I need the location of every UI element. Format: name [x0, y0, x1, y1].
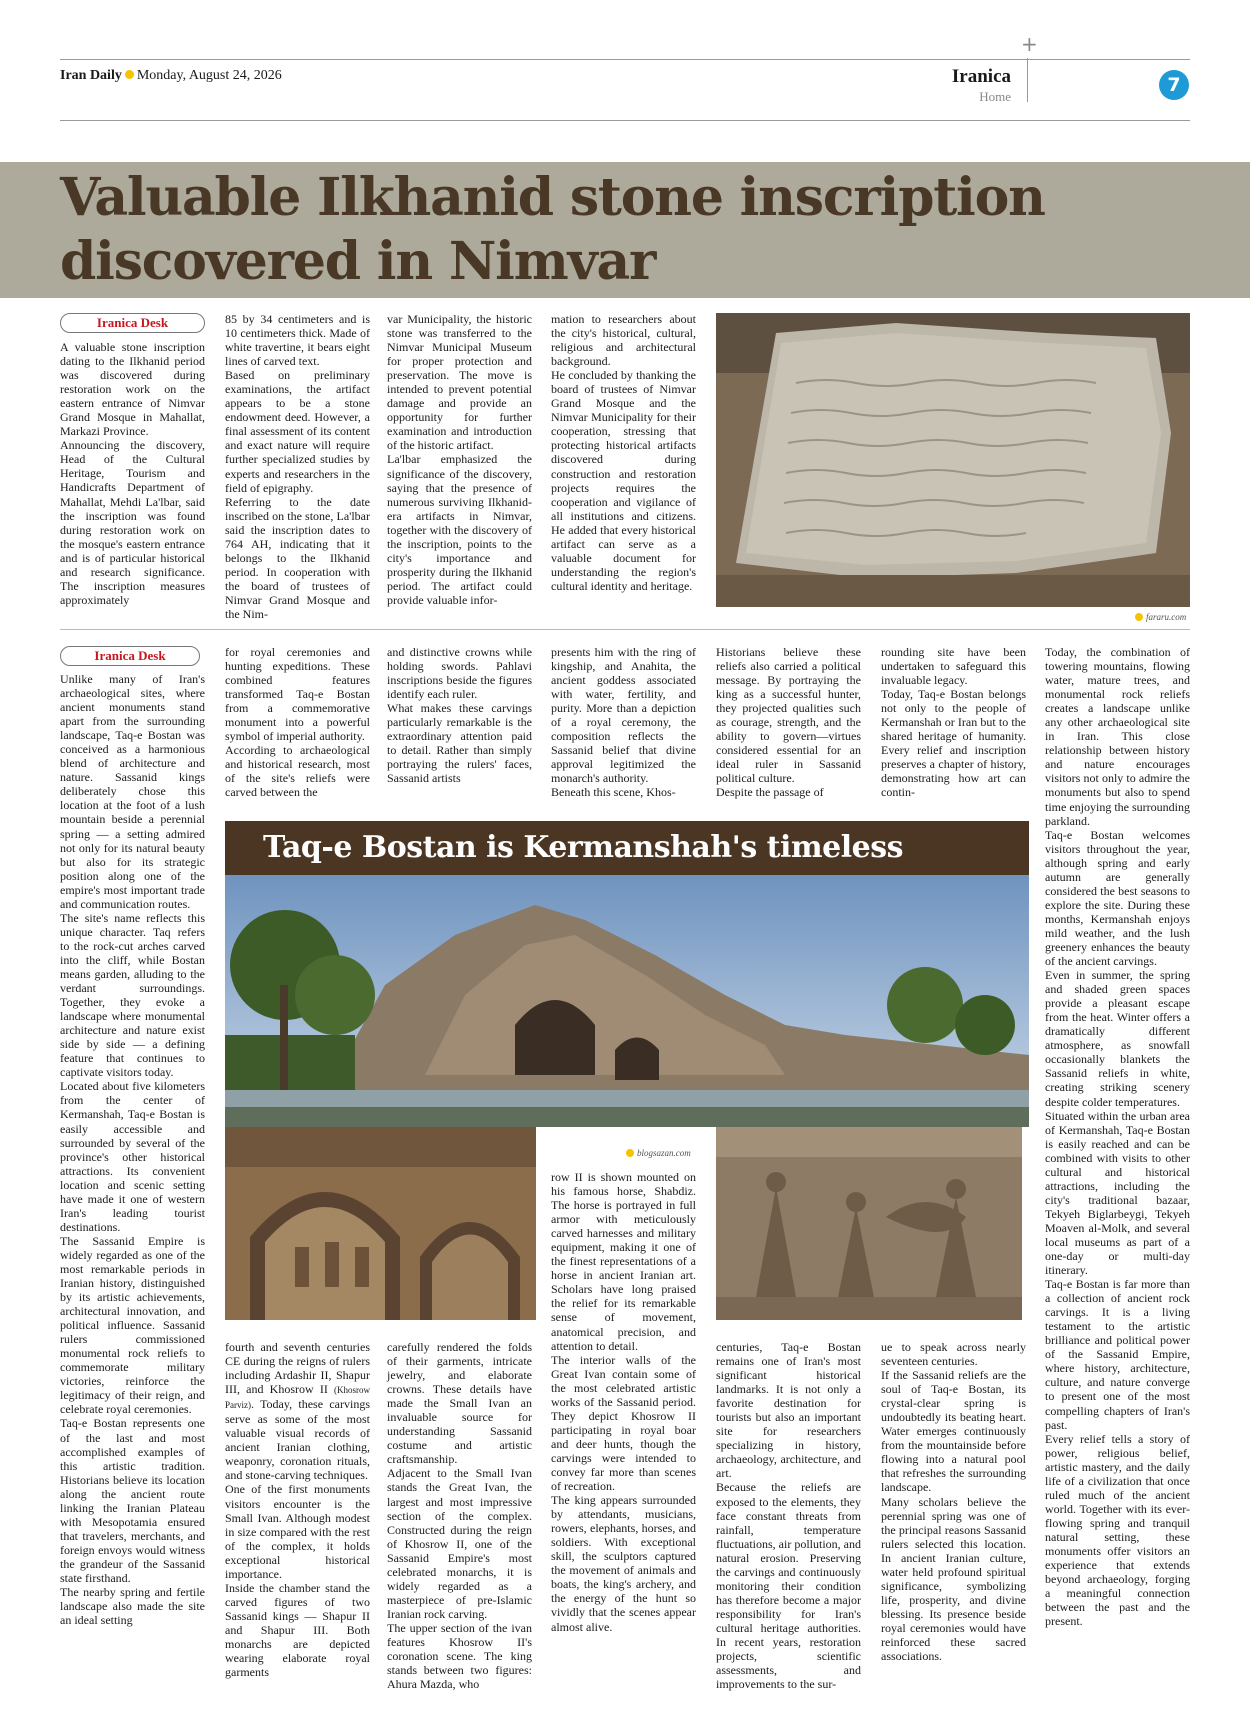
hunting-relief-photo — [716, 1127, 1022, 1320]
article2-column-3-top — [387, 645, 532, 809]
paragraph: centuries, Taq-e Bostan remains one of Iran's most significant historical landmarks. It is not only a favorite destination for tourists but also an important site for researchers specializing in history, archaeology, architecture, and art. — [716, 1340, 861, 1481]
taq-e-bostan-panorama-photo — [225, 875, 1029, 1127]
article2-column-7 — [1045, 645, 1190, 1687]
paragraph: for royal ceremonies and hunting expeditions. These combined features transformed Taq-e Bostan from a commemorative monument into a powerful symbol of imperial authority. — [225, 645, 370, 744]
text-run: fourth and seventh centuries CE during the reigns of rulers including Ardashir II, Shapur III, and Khosrow II — [225, 1340, 370, 1397]
paragraph: Beneath this scene, Khos- — [551, 785, 676, 800]
paragraph: row II is shown mounted on his famous horse, Shabdiz. The horse is portrayed in full armor with meticulously carved harnesses and military equipment, making it one of the finest representations of a horse in ancient Iranian art. Scholars have long praised the relief for its remarkable sense of movement, anatomical precision, and attention to detail. — [551, 1170, 696, 1353]
article2-column-2-bottom — [225, 1340, 370, 1687]
paragraph: The site's name reflects this unique character. Taq refers to the rock-cut arches carved into the cliff, while Bostan means garden, alluding to the verdant surroundings. Together, they evoke a landscape where monumental architecture and nature exist side by side — a defining feature that continues to captivate visitors today. — [60, 910, 205, 1080]
paragraph: and distinctive crowns while holding swords. Pahlavi inscriptions beside the figures identify each ruler. — [387, 645, 532, 702]
paragraph: Even in summer, the spring and shaded green spaces provide a pleasant escape from the heat. Winter offers a dramatically different atmosphere, as snowfall occasionally blankets the Sassanid reliefs in white, creating striking scenery despite colder temperatures. — [1045, 968, 1190, 1109]
header-bottom-rule — [60, 120, 1190, 121]
paragraph: Despite the passage of — [716, 785, 824, 800]
article1-column-4 — [551, 312, 696, 605]
stone-inscription-photo — [716, 313, 1190, 607]
article1-byline: Iranica Desk — [60, 313, 205, 333]
paragraph: Because the reliefs are exposed to the elements, they face constant threats from rainfall, temperature fluctuations, air pollution, and natural erosion. Preserving the carvings and continuously monitoring their condition has therefore become a major responsibility for Iran's cultural heritage authorities. In recent years, restoration projects, scientific assessments, and improvements to the sur- — [716, 1480, 861, 1692]
paragraph: A valuable stone inscription dating to the Ilkhanid period was discovered during restoration work on the eastern entrance of Nimvar Grand Mosque in Mahallat, Markazi Province. — [60, 340, 205, 439]
paragraph: carefully rendered the folds of their garments, intricate jewelry, and elaborate crowns. These details have made the Small Ivan an invaluable source for understanding Sassanid costume and artistic craftsmanship. — [387, 1340, 532, 1467]
article2-column-1 — [60, 672, 205, 1687]
paragraph: Inside the chamber stand the carved figures of two Sassanid kings — Shapur II and Shapur III. Both monarchs are depicted wearing elaborate royal garments — [225, 1580, 370, 1680]
paragraph: The upper section of the ivan features Khosrow II's coronation scene. The king stands between two figures: Ahura Mazda, who — [387, 1620, 532, 1692]
paragraph: La'lbar emphasized the significance of the discovery, saying that the presence of numerous surviving Ilkhanid-era artifacts in Nimvar, together with the discovery of the inscription, points to the city's importance and prosperity during the Ilkhanid period. The artifact could provide valuable infor- — [387, 452, 532, 607]
paragraph: According to archaeological and historical research, most of the site's reliefs were carved between the — [225, 743, 370, 800]
masthead — [60, 68, 282, 84]
article1-column-1 — [60, 340, 205, 605]
header-divider — [1027, 58, 1028, 102]
article1-headline: Valuable Ilkhanid stone inscription discovered in Nimvar — [60, 167, 1045, 292]
section-name[interactable]: Iranica — [951, 66, 1011, 87]
credit-dot-icon — [1135, 613, 1143, 621]
article2-byline: Iranica Desk — [60, 646, 200, 666]
paragraph: Taq-e Bostan represents one of the last and most accomplished examples of this artistic tradition. Historians believe its location along the ancient route linking the Iranian Plateau with Mesopotamia ensured that travelers, merchants, and foreign envoys would witness the grandeur of the Sassanid state firsthand. — [60, 1416, 205, 1585]
paragraph: If the Sassanid reliefs are the soul of Taq-e Bostan, its crystal-clear spring is undoubtedly its beating heart. Water emerges continuously from the mountainside before flowing into a natural pool that refreshes the surrounding landscape. — [881, 1368, 1026, 1495]
paragraph: rounding site have been undertaken to safeguard this invaluable legacy. — [881, 645, 1026, 688]
ivan-arches-image — [225, 1127, 536, 1320]
header-top-rule — [60, 59, 1190, 60]
paragraph: Unlike many of Iran's archaeological sites, where ancient monuments stand apart from the surrounding landscape, Taq-e Bostan was conceived as a harmonious blend of architecture and nature. Sassanid kings deliberately chose this location at the foot of a lush mountain beside a perennial spring — a setting admired not only for its natural beauty but also for its strategic position along one of the empire's most important trade and communication routes. — [60, 672, 205, 911]
subsection-name[interactable]: Home — [979, 89, 1011, 104]
paragraph: Many scholars believe the perennial spring was one of the principal reasons Sassanid rulers selected this location. In ancient Iranian culture, water held profound spiritual significance, symbolizing life, prosperity, and divine blessing. Its presence beside royal ceremonies would have reinforced these sacred associations. — [881, 1494, 1026, 1664]
article2-column-4-bottom — [551, 1170, 696, 1687]
credit-dot-icon — [626, 1149, 634, 1157]
paragraph: What makes these carvings particularly remarkable is the extraordinary attention paid to detail. Rather than simply portraying the rulers' faces, Sassanid artists — [387, 701, 532, 786]
paragraph: var Municipality, the historic stone was transferred to the Nimvar Municipal Museum for proper protection and preservation. The move is intended to prevent potential damage and provide an opportunity for further examination and introduction of the historic artifact. — [387, 312, 532, 453]
article2-column-4-top — [551, 645, 696, 809]
article2-column-5-bottom — [716, 1340, 861, 1692]
paragraph: 85 by 34 centimeters and is 10 centimeters thick. Made of white travertine, it bears eight lines of carved text. — [225, 312, 370, 369]
issue-date: Monday, August 24, 2026 — [136, 68, 282, 83]
paragraph: Located about five kilometers from the center of Kermanshah, Taq-e Bostan is easily accessible and surrounded by several of the province's other historical attractions. Its convenient location and scenic setting have made it one of western Iran's leading tourist destinations. — [60, 1079, 205, 1234]
article2-headline: Taq-e Bostan is Kermanshah's timeless — [225, 821, 1029, 875]
paragraph: mation to researchers about the city's historical, cultural, religious and architectural background. — [551, 312, 696, 369]
small-and-great-ivan-photo — [225, 1127, 536, 1320]
article2-column-5-top — [716, 645, 861, 809]
credit-text: blogsazan.com — [637, 1148, 691, 1158]
paragraph: Based on preliminary examinations, the artifact appears to be a stone endowment deed. However, a final assessment of its content and exact nature will require further specialized studies by experts and researchers in the field of epigraphy. — [225, 368, 370, 495]
text-run: . Today, these carvings serve as some of the most valuable visual records of ancient Iranian clothing, weaponry, coronation rituals, and stone-carving techniques. — [225, 1397, 370, 1483]
paragraph: Taq-e Bostan welcomes visitors throughout the year, although spring and early autumn are generally considered the best seasons to explore the site. During these months, Kermanshah enjoys mild weather, and the lush greenery enhances the beauty of the ancient carvings. — [1045, 827, 1190, 969]
paragraph: The king appears surrounded by attendants, musicians, rowers, elephants, horses, and soldiers. With exceptional skill, the sculptors captured the movement of animals and boats, the king's archery, and the energy of the hunt so vividly that the scenes appear almost alive. — [551, 1493, 696, 1634]
hunting-relief-image — [716, 1127, 1022, 1320]
paragraph: The nearby spring and fertile landscape also made the site an ideal setting — [60, 1585, 205, 1628]
article2-column-3-bottom — [387, 1340, 532, 1692]
plus-icon: + — [1021, 32, 1038, 56]
paragraph — [225, 1340, 370, 1482]
paragraph: The interior walls of the Great Ivan contain some of the most celebrated artistic works of the Sassanid period. They depict Khosrow II participating in royal boar and deer hunts, though the carvings were intended to convey far more than scenes of recreation. — [551, 1352, 696, 1494]
text-run-small: (Khosrow Parviz) — [225, 1385, 370, 1411]
paragraph: Taq-e Bostan is far more than a collection of ancient rock carvings. It is a living testament to the artistic brilliance and political power of the Sassanid Empire, where history, architecture, culture, and nature converge to present one of the most compelling chapters of Iran's past. — [1045, 1277, 1190, 1432]
paragraph: Situated within the urban area of Kermanshah, Taq-e Bostan is easily reached and can be combined with visits to other cultural and historical attractions, including the city's traditional bazaar, Tekyeh Biglarbeygi, Tekyeh Moaven al-Molk, and several local museums as part of a one-day or multi-day itinerary. — [1045, 1108, 1190, 1278]
credit-text: fararu.com — [1146, 612, 1187, 622]
article1-column-2 — [225, 312, 370, 621]
paragraph: He concluded by thanking the board of trustees of Nimvar Grand Mosque and the Nimvar Municipality for their cooperation, stressing that protecting historical artifacts discovered during construction and restoration projects requires the cooperation and vigilance of all institutions and citizens. He added that every historical artifact can serve as a valuable document for understanding the region's cultural identity and heritage. — [551, 368, 696, 593]
paragraph: presents him with the ring of kingship, and Anahita, the ancient goddess associated with water, fertility, and purity. More than a depiction of a royal ceremony, the composition reflects the Sassanid belief that divine approval legitimized the monarch's authority. — [551, 645, 696, 786]
paragraph: Historians believe these reliefs also carried a political message. By portraying the king as a successful hunter, they projected qualities such as courage, strength, and the ability to govern—virtues considered essential for an ideal ruler in Sassanid political culture. — [716, 645, 861, 786]
article1-column-3 — [387, 312, 532, 605]
paragraph: ue to speak across nearly seventeen centuries. — [881, 1340, 1026, 1369]
page-number: 7 — [1159, 70, 1189, 100]
paragraph: Today, the combination of towering mountains, flowing water, mature trees, and monumental rock reliefs creates a landscape unlike any other archaeological site in Iran. This close relationship between history and nature encourages visitors not only to admire the monuments but also to spend time enjoying the surrounding parkland. — [1045, 645, 1190, 828]
publication-name: Iran Daily — [60, 68, 122, 83]
article-separator — [60, 629, 1190, 630]
dot-separator-icon — [125, 70, 134, 79]
paragraph: Referring to the date inscribed on the stone, La'lbar said the inscription dates to 764 AH, indicating that it belongs to the Ilkhanid period. In cooperation with the board of trustees of Nimvar Grand Mosque and the Nim- — [225, 494, 370, 621]
paragraph: Today, Taq-e Bostan belongs not only to the people of Kermanshah or Iran but to the shared heritage of humanity. Every relief and inscription preserves a chapter of history, demonstrating how art can contin- — [881, 687, 1026, 800]
article2-column-6-bottom — [881, 1340, 1026, 1687]
paragraph: Announcing the discovery, Head of the Cultural Heritage, Tourism and Handicrafts Department of Mahallat, Mehdi La'lbar, said the inscription was found during restoration work on the mosque's eastern entrance and is of particular historical and research significance. The inscription measures approximately — [60, 438, 205, 607]
article1-photo-credit — [1135, 612, 1186, 622]
article2-column-6-top — [881, 645, 1026, 809]
panorama-image — [225, 875, 1029, 1127]
stone-inscription-image — [716, 313, 1190, 607]
article2-photo-credit — [626, 1148, 691, 1158]
article2-column-2-top — [225, 645, 370, 809]
paragraph: Every relief tells a story of power, religious belief, artistic mastery, and the daily life of a civilization that once ruled much of the ancient world. Together with its ever-flowing spring and tranquil natural setting, these monuments offer visitors an experience that extends beyond archaeology, forging a meaningful connection between the past and the present. — [1045, 1431, 1190, 1629]
paragraph: Adjacent to the Small Ivan stands the Great Ivan, the largest and most impressive section of the complex. Constructed during the reign of Khosrow II, one of the Sassanid Empire's most celebrated monarchs, it is widely regarded as a masterpiece of pre-Islamic Iranian rock carving. — [387, 1466, 532, 1621]
paragraph: The Sassanid Empire is widely regarded as one of the most remarkable periods in Iranian history, distinguished by its artistic achievements, architectural innovation, and political influence. Sassanid rulers commissioned monumental rock reliefs to commemorate military victories, reinforce the legitimacy of their reign, and celebrate royal ceremonies. — [60, 1233, 205, 1417]
paragraph: One of the first monuments visitors encounter is the Small Ivan. Although modest in size compared with the rest of the complex, it holds exceptional historical importance. — [225, 1482, 370, 1581]
